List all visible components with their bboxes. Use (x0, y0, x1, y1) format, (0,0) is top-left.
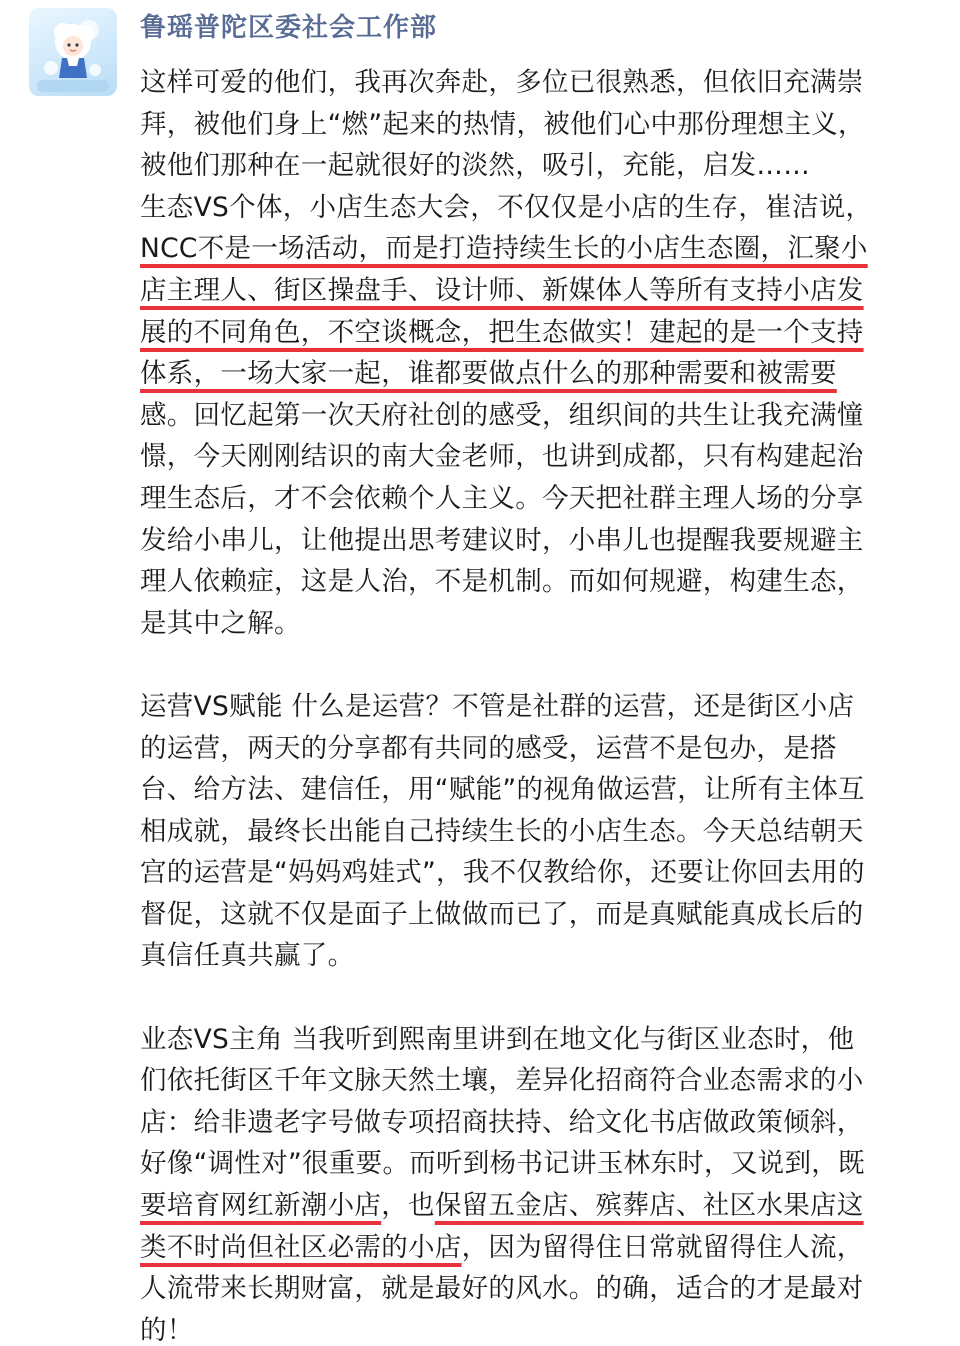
paragraph-spacer (140, 977, 930, 1019)
text-line: 们依托街区千年文脉天然土壤，差异化招商符合业态需求的小 (140, 1065, 864, 1097)
text-line: 的！ (140, 1314, 194, 1346)
text-line: 是其中之解。 (140, 607, 301, 639)
text-line: 宫的运营是“妈妈鸡娃式”，我不仅教给你，还要让你回去用的 (140, 857, 865, 889)
text-line: 业态VS主角 当我听到熙南里讲到在地文化与街区业态时，他 (140, 1023, 855, 1055)
text-line: 台、给方法、建信任，用“赋能”的视角做运营，让所有主体互 (140, 774, 865, 806)
highlighted-text: 展的不同角色，不空谈概念，把生态做实！建起的是一个支持 (140, 316, 864, 348)
text-line: 拜，被他们身上“燃”起来的热情，被他们心中那份理想主义， (140, 108, 865, 140)
text-line: 真信任真共赢了。 (140, 940, 355, 972)
avatar[interactable] (29, 8, 117, 96)
highlighted-line (140, 353, 930, 395)
text-line: 好像“调性对”很重要。而听到杨书记讲玉林东时，又说到，既 (140, 1148, 865, 1180)
text-line: 发给小串儿，让他提出思考建议时，小串儿也提醒我要规避主 (140, 524, 864, 556)
post-body (140, 62, 930, 1346)
text-line: 感。回忆起第一次天府社创的感受，组织间的共生让我充满憧 (140, 399, 864, 431)
text-line: 店：给非遗老字号做专项招商扶持、给文化书店做政策倾斜， (140, 1106, 864, 1138)
paragraph-operations (140, 686, 930, 977)
highlighted-line (140, 270, 930, 312)
plain-text: ，也 (381, 1190, 435, 1222)
text-line: 人流带来长期财富，就是最好的风水。的确，适合的才是最对 (140, 1273, 864, 1305)
text-line: 理人依赖症，这是人治，不是机制。而如何规避，构建生态， (140, 566, 864, 598)
paragraph-business (140, 1019, 930, 1346)
text-line: 被他们那种在一起就很好的淡然，吸引，充能，启发…… (140, 150, 810, 182)
paragraph-spacer (140, 644, 930, 686)
mixed-highlight-line (140, 1185, 930, 1227)
highlighted-line (140, 228, 930, 270)
mixed-highlight-line (140, 1227, 930, 1269)
text-line: 相成就，最终长出能自己持续生长的小店生态。今天总结朝天 (140, 815, 864, 847)
highlighted-text: 体系，一场大家一起，谁都要做点什么的那种需要和被需要 (140, 358, 837, 390)
text-line: 运营VS赋能 什么是运营？不管是社群的运营，还是街区小店 (140, 690, 855, 722)
cartoon-character-avatar-icon (29, 8, 117, 96)
text-line: 这样可爱的他们，我再次奔赴，多位已很熟悉，但依旧充满崇 (140, 67, 864, 98)
text-line: 理生态后，才不会依赖个人主义。今天把社群主理人场的分享 (140, 482, 864, 514)
text-line: 憬，今天刚刚结识的南大金老师，也讲到成都，只有构建起治 (140, 441, 864, 473)
text-line: 督促，这就不仅是面子上做做而已了，而是真赋能真成长后的 (140, 898, 864, 930)
text-line: 生态VS个体，小店生态大会，不仅仅是小店的生存，崔洁说， (140, 191, 873, 223)
highlighted-text: NCC不是一场活动，而是打造持续生长的小店生态圈，汇聚小 (140, 233, 868, 265)
author-name[interactable]: 鲁瑶普陀区委社会工作部 (140, 13, 438, 43)
highlighted-text: 保留五金店、殡葬店、社区水果店这 (434, 1190, 864, 1222)
text-line: 的运营，两天的分享都有共同的感受，运营不是包办，是搭 (140, 732, 837, 764)
highlighted-text: 店主理人、街区操盘手、设计师、新媒体人等所有支持小店发 (140, 274, 864, 306)
plain-text: ，因为留得住日常就留得住人流， (461, 1231, 864, 1263)
highlighted-line (140, 312, 930, 354)
highlighted-text: 类不时尚但社区必需的小店 (140, 1231, 462, 1263)
highlighted-text: 要培育网红新潮小店 (140, 1190, 382, 1222)
paragraph-ecosystem (140, 62, 930, 644)
